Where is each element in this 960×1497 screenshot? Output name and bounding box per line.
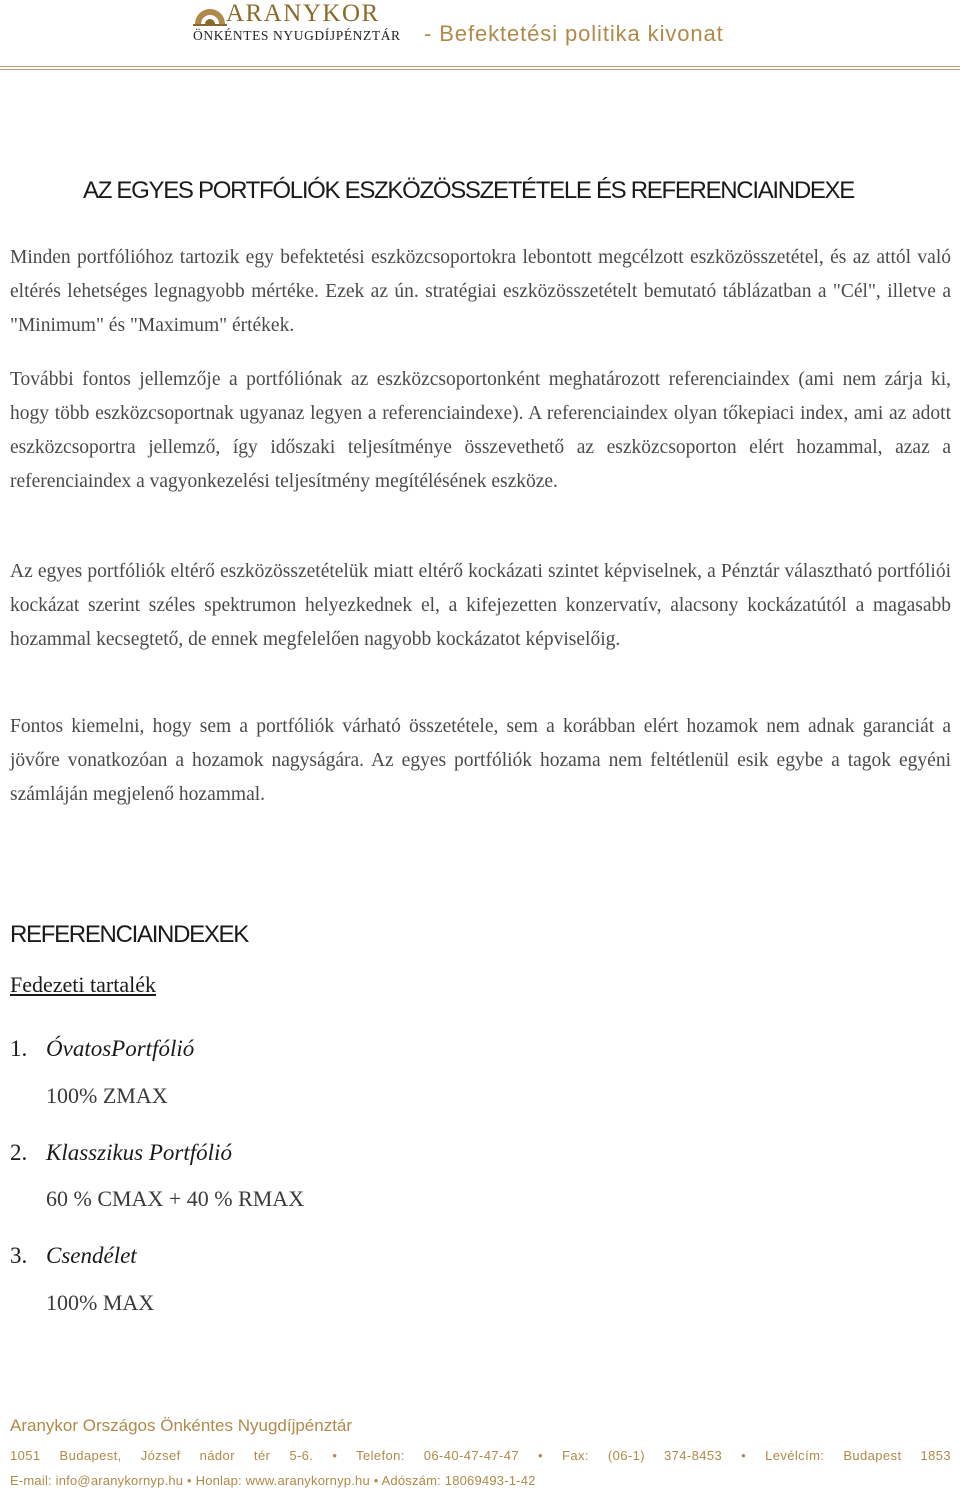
portfolio-name: ÓvatosPortfólió bbox=[46, 1036, 195, 1061]
paragraph: Az egyes portfóliók eltérő eszközösszetételük miatt eltérő kockázati szintet képviselnek, a Pénztár választható portfóliói kockázat szerint széles spektrumon helyezkednek el, a kifejezetten konzervatív, alacsony kockázatútól a magasabb hozammal kecsegtető, de ennek megfelelően nagyobb kockázatot képviselőig. bbox=[10, 561, 951, 650]
portfolio-index: 60 % CMAX + 40 % RMAX bbox=[46, 1186, 305, 1211]
list-number: 1. bbox=[10, 1036, 28, 1061]
list-number: 3. bbox=[10, 1243, 28, 1268]
list-number: 2. bbox=[10, 1140, 28, 1165]
header-divider bbox=[0, 66, 960, 67]
portfolio-index: 100% MAX bbox=[46, 1290, 155, 1315]
document-title: - Befektetési politika kivonat bbox=[424, 21, 724, 46]
brand-name: ARANYKOR bbox=[226, 0, 380, 27]
portfolio-title bbox=[10, 1036, 194, 1062]
footer-organization: Aranykor Országos Önkéntes Nyugdíjpénztár bbox=[10, 1416, 353, 1435]
sunrise-logo-icon bbox=[193, 2, 227, 26]
portfolio-name: Csendélet bbox=[46, 1243, 137, 1268]
paragraph: Fontos kiemelni, hogy sem a portfóliók várható összetétele, sem a korábban elért hozamok nem adnak garanciát a jövőre vonatkozóan a hozamok nagyságára. Az egyes portfóliók hozama nem feltétlenül esik egybe a tagok egyéni számláján megjelenő hozammal. bbox=[10, 716, 951, 805]
paragraph: További fontos jellemzője a portfóliónak az eszközcsoportonként meghatározott referenciaindex (ami nem zárja ki, hogy több eszközcsoportnak ugyanaz legyen a referenciaindexe). A referenciaindex olyan tőkepiaci index, ami az adott eszközcsoportra jellemző, így időszaki teljesítménye összevethető az eszközcsoporton elért hozammal, azaz a referenciaindex a vagyonkezelési teljesítmény megítélésének eszköze. bbox=[10, 369, 951, 492]
brand-subtitle: ÖNKÉNTES NYUGDÍJPÉNZTÁR bbox=[193, 28, 401, 43]
footer-address: 1051 Budapest, József nádor tér 5-6. • Telefon: 06-40-47-47-47 • Fax: (06-1) 374-8453 • Levélcím: Budapest 1853 bbox=[10, 1448, 951, 1463]
section-heading-indexes: REFERENCIAINDEXEK bbox=[10, 921, 248, 948]
portfolio-title bbox=[10, 1243, 137, 1269]
portfolio-index: 100% ZMAX bbox=[46, 1083, 168, 1108]
portfolio-name: Klasszikus Portfólió bbox=[46, 1140, 232, 1165]
footer-contact: E-mail: info@aranykornyp.hu • Honlap: www.aranykornyp.hu • Adószám: 18069493-1-42 bbox=[10, 1473, 536, 1488]
portfolio-title bbox=[10, 1140, 232, 1166]
header-divider-secondary bbox=[0, 69, 960, 70]
paragraph: Minden portfólióhoz tartozik egy befektetési eszközcsoportokra lebontott megcélzott eszközösszetétel, és az attól való eltérés lehetséges legnagyobb mértéke. Ezek az ún. stratégiai eszközösszetételt bemutató táblázatban a "Cél", illetve a "Minimum" és "Maximum" értékek. bbox=[10, 247, 951, 336]
section-heading: AZ EGYES PORTFÓLIÓK ESZKÖZÖSSZETÉTELE ÉS REFERENCIAINDEXE bbox=[83, 177, 854, 204]
subheading: Fedezeti tartalék bbox=[10, 972, 156, 997]
page-header bbox=[0, 0, 960, 70]
